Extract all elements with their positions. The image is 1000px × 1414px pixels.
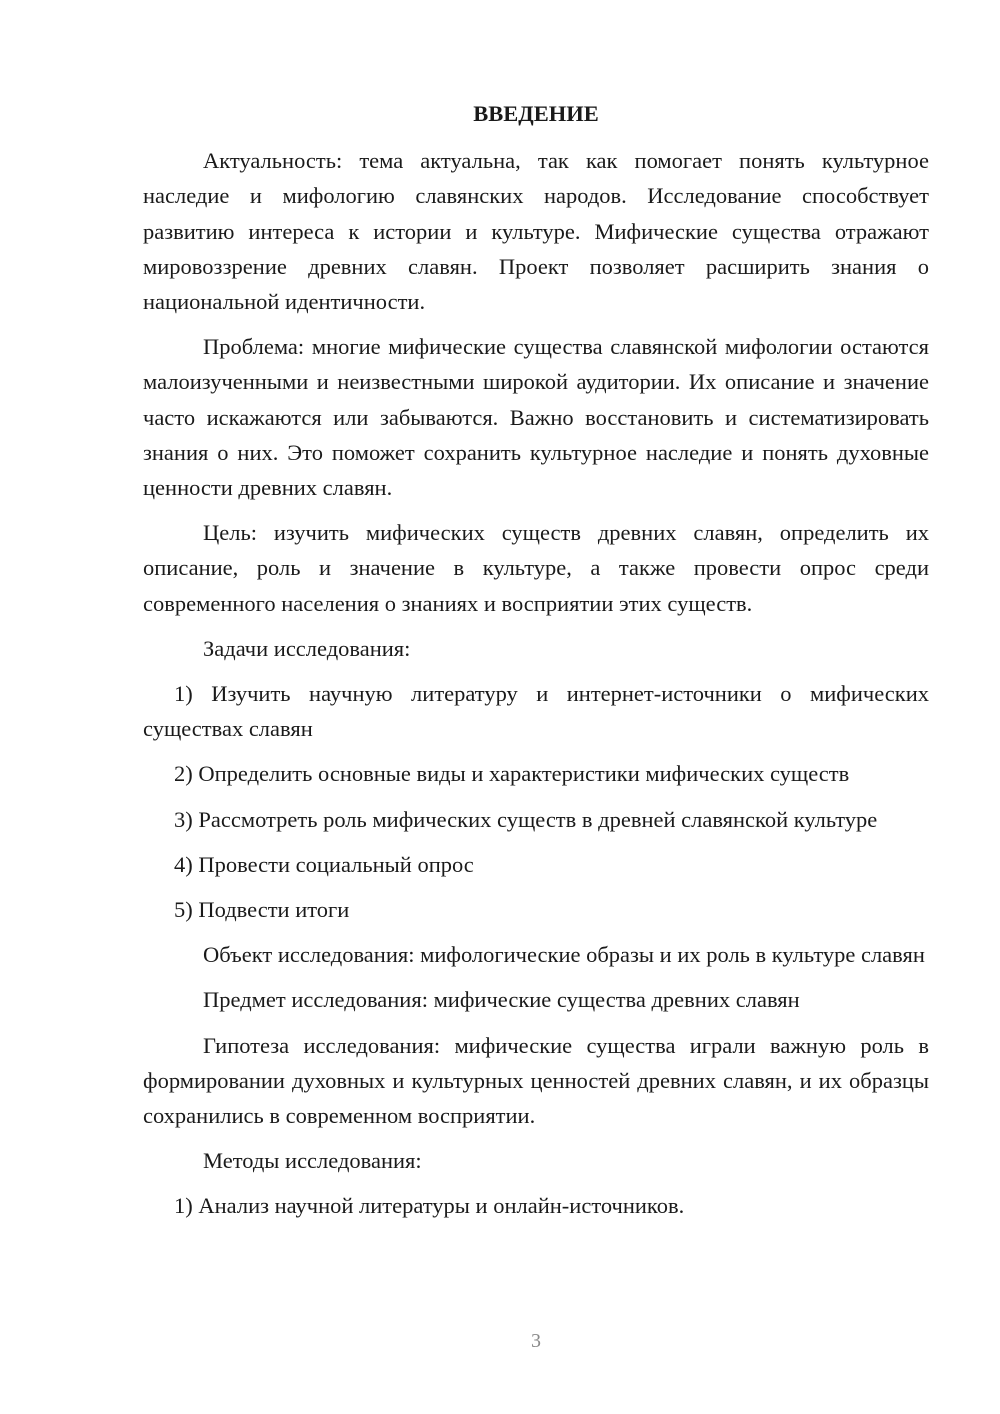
- page-number: 3: [531, 1330, 541, 1352]
- section-title: ВВЕДЕНИЕ: [473, 101, 599, 126]
- goal-paragraph: Цель: изучить мифических существ древних славян, определить их описание, роль и значение в культуре, а также провести опрос среди современного населения о знаниях и восприятии этих существ.: [143, 520, 929, 616]
- task-item: 5) Подвести итоги: [174, 897, 350, 923]
- methods-heading: Методы исследования:: [203, 1148, 422, 1174]
- hypothesis-paragraph: Гипотеза исследования: мифические существа играли важную роль в формировании духовных и культурных ценностей древних славян, и их образцы сохранились в современном восприятии.: [143, 1032, 929, 1129]
- relevance-paragraph: Актуальность: тема актуальна, так как помогает понять культурное наследие и мифологию славянских народов. Исследование способствует развитию интереса к истории и культуре. Мифические существа отражают мировоззрение древних славян. Проект позволяет расширить знания о национальной идентичности.: [143, 148, 929, 315]
- problem-paragraph: Проблема: многие мифические существа славянской мифологии остаются малоизученными и неизвестными широкой аудитории. Их описание и значение часто искажаются или забываются. Важно восстановить и систематизировать знания о них. Это поможет сохранить культурное наследие и понять духовные ценности древних славян.: [143, 334, 929, 501]
- task-item: 3) Рассмотреть роль мифических существ в древней славянской культуре: [174, 806, 878, 832]
- method-item: 1) Анализ научной литературы и онлайн-источников.: [174, 1193, 685, 1219]
- object-paragraph: Объект исследования: мифологические образы и их роль в культуре славян: [203, 942, 925, 968]
- task-item: 1) Изучить научную литературу и интернет-источники о мифических существах славян: [143, 681, 929, 742]
- document-page: [143, 96, 929, 1234]
- task-item: 4) Провести социальный опрос: [174, 851, 474, 877]
- tasks-heading: Задачи исследования:: [203, 635, 411, 661]
- subject-paragraph: Предмет исследования: мифические существа древних славян: [203, 987, 800, 1013]
- task-item: 2) Определить основные виды и характеристики мифических существ: [174, 761, 850, 787]
